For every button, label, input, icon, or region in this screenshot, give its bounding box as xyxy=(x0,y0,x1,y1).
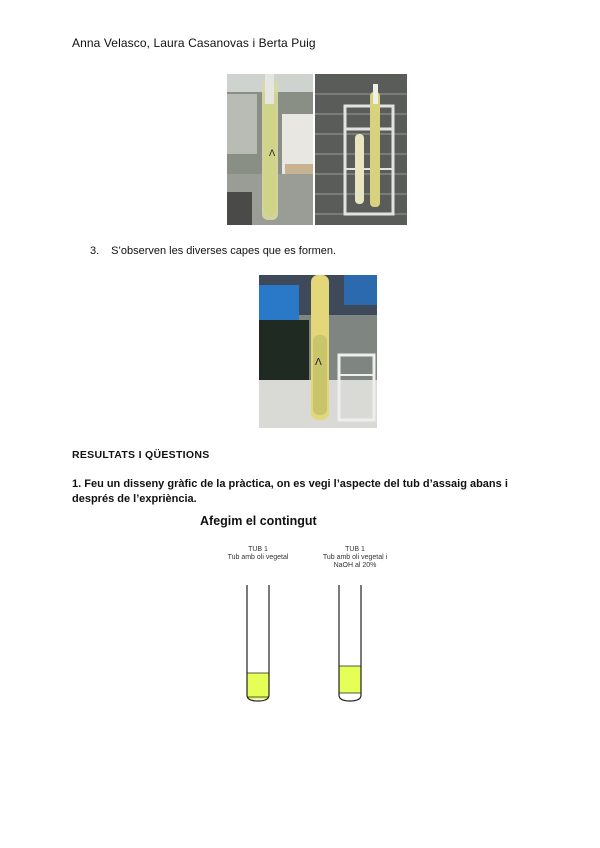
step-number: 3. xyxy=(90,245,100,257)
question-1: 1. Feu un disseny gràfic de la pràctica, on es vegi l’aspecte del tub d’assaig abans i després de l’expriència. xyxy=(72,478,508,505)
tube-2 xyxy=(339,585,361,701)
page-header-authors: Anna Velasco, Laura Casanovas i Berta Puig xyxy=(72,36,316,50)
tube-1-label: TUB 1 Tub amb oli vegetal xyxy=(227,546,289,561)
tube-1 xyxy=(247,585,269,701)
svg-text:Λ: Λ xyxy=(315,357,322,368)
diagram-title: Afegim el contingut xyxy=(200,514,317,528)
step-3 xyxy=(90,245,336,257)
photo-tube-filling xyxy=(227,74,313,225)
photo-tube-layers xyxy=(259,275,377,428)
tube-1-liquid xyxy=(247,673,269,699)
photo-tubes-in-rack xyxy=(315,74,407,225)
tubes-diagram xyxy=(238,583,378,703)
tube-2-liquid xyxy=(339,666,361,693)
step-text: S’observen les diverses capes que es formen. xyxy=(111,245,337,257)
tube-2-label: TUB 1 Tub amb oli vegetal i NaOH al 20% xyxy=(322,546,388,569)
section-title: RESULTATS I QÜESTIONS xyxy=(72,449,210,461)
svg-text:Λ: Λ xyxy=(269,149,276,159)
